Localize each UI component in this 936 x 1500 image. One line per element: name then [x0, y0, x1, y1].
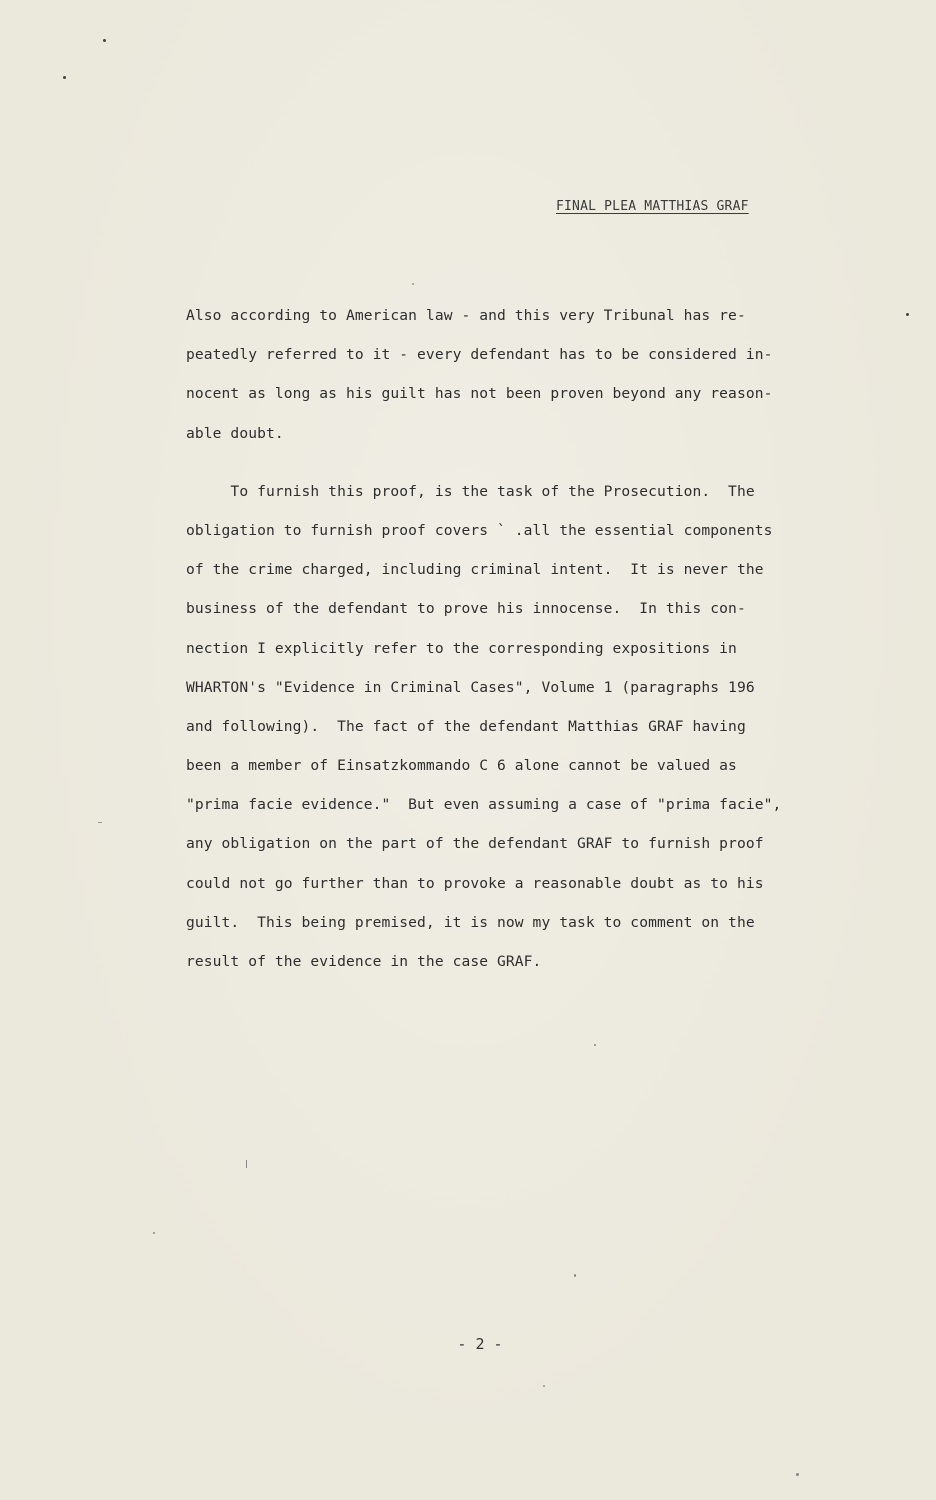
paper-speck: [103, 39, 106, 42]
paper-speck: [246, 1160, 247, 1168]
text-line: result of the evidence in the case GRAF.: [186, 953, 542, 970]
text-line: been a member of Einsatzkommando C 6 alone cannot be valued as: [186, 757, 737, 775]
paper-speck: [63, 76, 66, 79]
paper-speck: [594, 1044, 596, 1046]
text-line: obligation to furnish proof covers ` .all the essential components: [186, 521, 773, 539]
paragraph-gap: [186, 453, 846, 472]
text-line: To furnish this proof, is the task of the Prosecution. The: [186, 482, 755, 500]
text-line: any obligation on the part of the defendant GRAF to furnish proof: [186, 835, 764, 853]
text-line: nocent as long as his guilt has not been proven beyond any reason-: [186, 385, 773, 403]
text-line: of the crime charged, including criminal intent. It is never the: [186, 561, 764, 579]
text-line: Also according to American law - and this very Tribunal has re-: [186, 307, 746, 324]
paper-speck: [796, 1473, 799, 1476]
text-line: WHARTON's "Evidence in Criminal Cases", Volume 1 (paragraphs 196: [186, 678, 755, 696]
text-line: could not go further than to provoke a reasonable doubt as to his: [186, 874, 764, 892]
text-line: nection I explicitly refer to the corresponding expositions in: [186, 639, 737, 657]
paragraph-1: [186, 296, 846, 453]
paragraph-2: [186, 472, 846, 981]
page-number: - 2 -: [457, 1335, 503, 1353]
paper-speck: [574, 1274, 576, 1277]
text-line: able doubt.: [186, 424, 284, 442]
paper-speck: [153, 1232, 155, 1234]
text-line: peatedly referred to it - every defendant has to be considered in-: [186, 346, 773, 364]
text-line: "prima facie evidence." But even assuming a case of "prima facie",: [186, 796, 782, 814]
document-body: [186, 296, 846, 981]
text-line: guilt. This being premised, it is now my task to comment on the: [186, 913, 755, 931]
document-header: FINAL PLEA MATTHIAS GRAF: [556, 199, 749, 214]
paper-speck: [412, 283, 414, 285]
text-line: business of the defendant to prove his innocense. In this con-: [186, 600, 746, 618]
text-line: and following). The fact of the defendant Matthias GRAF having: [186, 717, 746, 735]
paper-speck: [906, 313, 909, 316]
paper-speck: [98, 822, 102, 823]
paper-speck: [543, 1385, 545, 1387]
